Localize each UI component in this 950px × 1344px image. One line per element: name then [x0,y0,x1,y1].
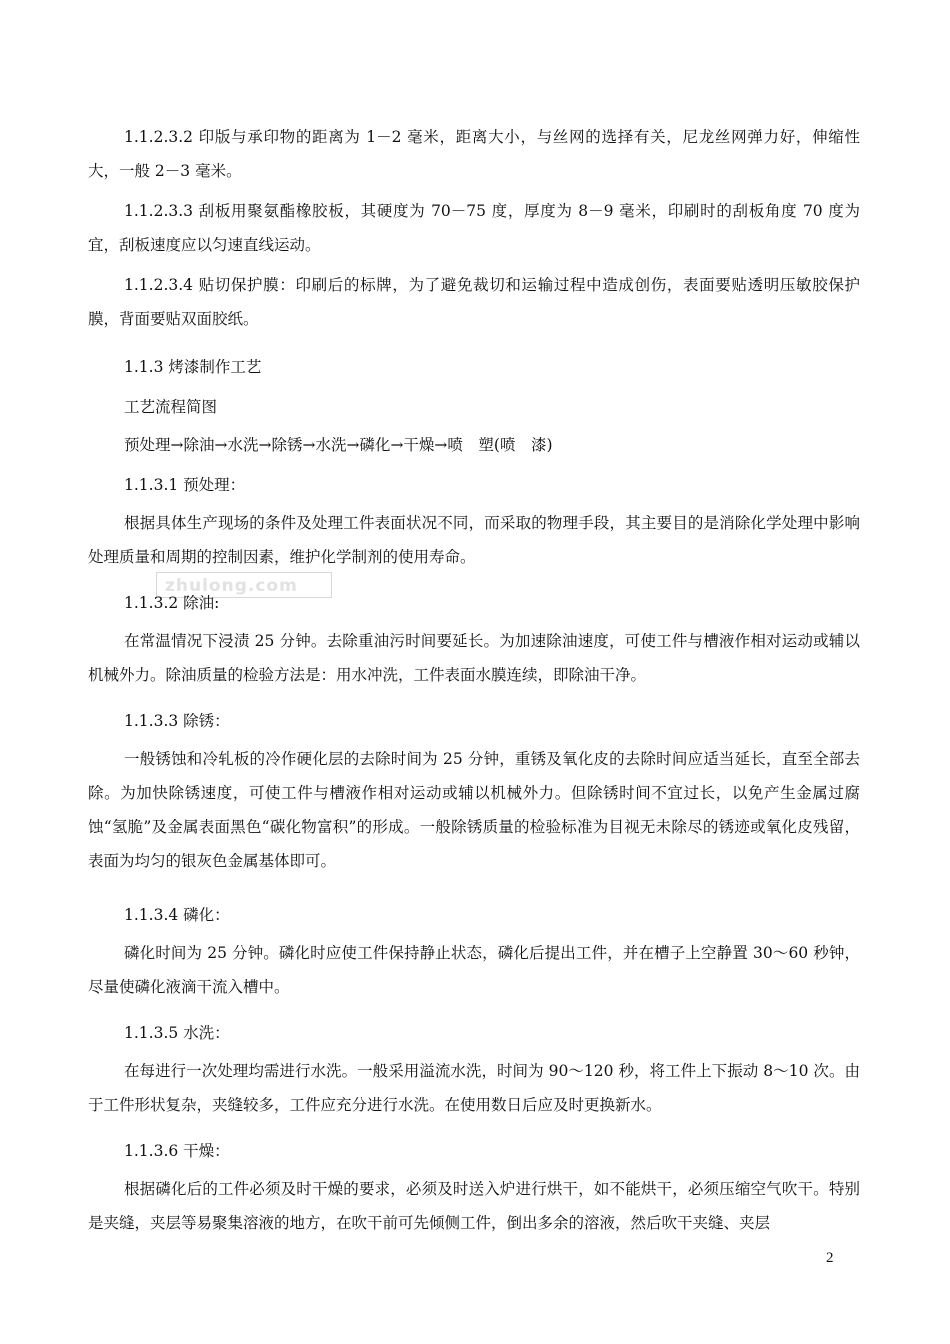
section-heading-1-1-3-2: 1.1.3.2 除油: [124,594,220,612]
section-heading-1-1-3: 1.1.3 烤漆制作工艺 [124,358,262,376]
watermark: zhulong.com [156,572,332,598]
paragraph-1-1-2-3-2: 1.1.2.3.2 印版与承印物的距离为 1－2 毫米，距离大小，与丝网的选择有关，尼龙丝网弹力好，伸缩性大，一般 2－3 毫米。 [88,128,860,180]
paragraph-1-1-3-1: 根据具体生产现场的条件及处理工件表面状况不同，而采取的物理手段，其主要目的是消除化学处理中影响处理质量和周期的控制因素，维护化学制剂的使用寿命。 [88,514,860,566]
paragraph-1-1-3-2: 在常温情况下浸渍 25 分钟。去除重油污时间要延长。为加速除油速度，可使工件与槽液作相对运动或辅以机械外力。除油质量的检验方法是：用水冲洗，工件表面水膜连续，即除油干净。 [88,632,860,684]
process-flow-heading: 工艺流程简图 [124,398,218,416]
paragraph-1-1-3-6: 根据磷化后的工件必须及时干燥的要求，必须及时送入炉进行烘干，如不能烘干，必须压缩空气吹干。特别是夹缝，夹层等易聚集溶液的地方，在吹干前可先倾侧工件，倒出多余的溶液，然后吹干夹缝、夹层 [88,1180,860,1232]
section-heading-1-1-3-1: 1.1.3.1 预处理： [124,476,246,494]
paragraph-1-1-3-4: 磷化时间为 25 分钟。磷化时应使工件保持静止状态，磷化后提出工件，并在槽子上空静置 30～60 秒钟，尽量使磷化液滴干流入槽中。 [88,944,860,996]
section-heading-1-1-3-4: 1.1.3.4 磷化： [124,906,230,924]
paragraph-1-1-2-3-3: 1.1.2.3.3 刮板用聚氨酯橡胶板，其硬度为 70－75 度，厚度为 8－9 毫米，印刷时的刮板角度 70 度为宜，刮板速度应以匀速直线运动。 [88,202,860,254]
process-flow-diagram: 预处理→除油→水洗→除锈→水洗→磷化→干燥→喷 塑(喷 漆) [124,436,553,454]
paragraph-1-1-3-5: 在每进行一次处理均需进行水洗。一般采用溢流水洗，时间为 90～120 秒，将工件上下振动 8～10 次。由于工件形状复杂，夹缝较多，工件应充分进行水洗。在使用数日后应及时更换新水。 [88,1062,860,1114]
page-number: 2 [826,1250,834,1266]
paragraph-1-1-2-3-4: 1.1.2.3.4 贴切保护膜：印刷后的标牌，为了避免裁切和运输过程中造成创伤，表面要贴透明压敏胶保护膜，背面要贴双面胶纸。 [88,276,860,328]
section-heading-1-1-3-3: 1.1.3.3 除锈： [124,712,230,730]
section-heading-1-1-3-5: 1.1.3.5 水洗： [124,1024,230,1042]
section-heading-1-1-3-6: 1.1.3.6 干燥： [124,1142,230,1160]
paragraph-1-1-3-3: 一般锈蚀和冷轧板的冷作硬化层的去除时间为 25 分钟，重锈及氧化皮的去除时间应适当延长，直至全部去除。为加快除锈速度，可使工件与槽液作相对运动或辅以机械外力。但除锈时间不宜过长，以免产生金属过腐蚀“氢脆”及金属表面黑色“碳化物富积”的形成。一般除锈质量的检验标准为目视无未除尽的锈迹或氧化皮残留，表面为均匀的银灰色金属基体即可。 [88,750,860,870]
